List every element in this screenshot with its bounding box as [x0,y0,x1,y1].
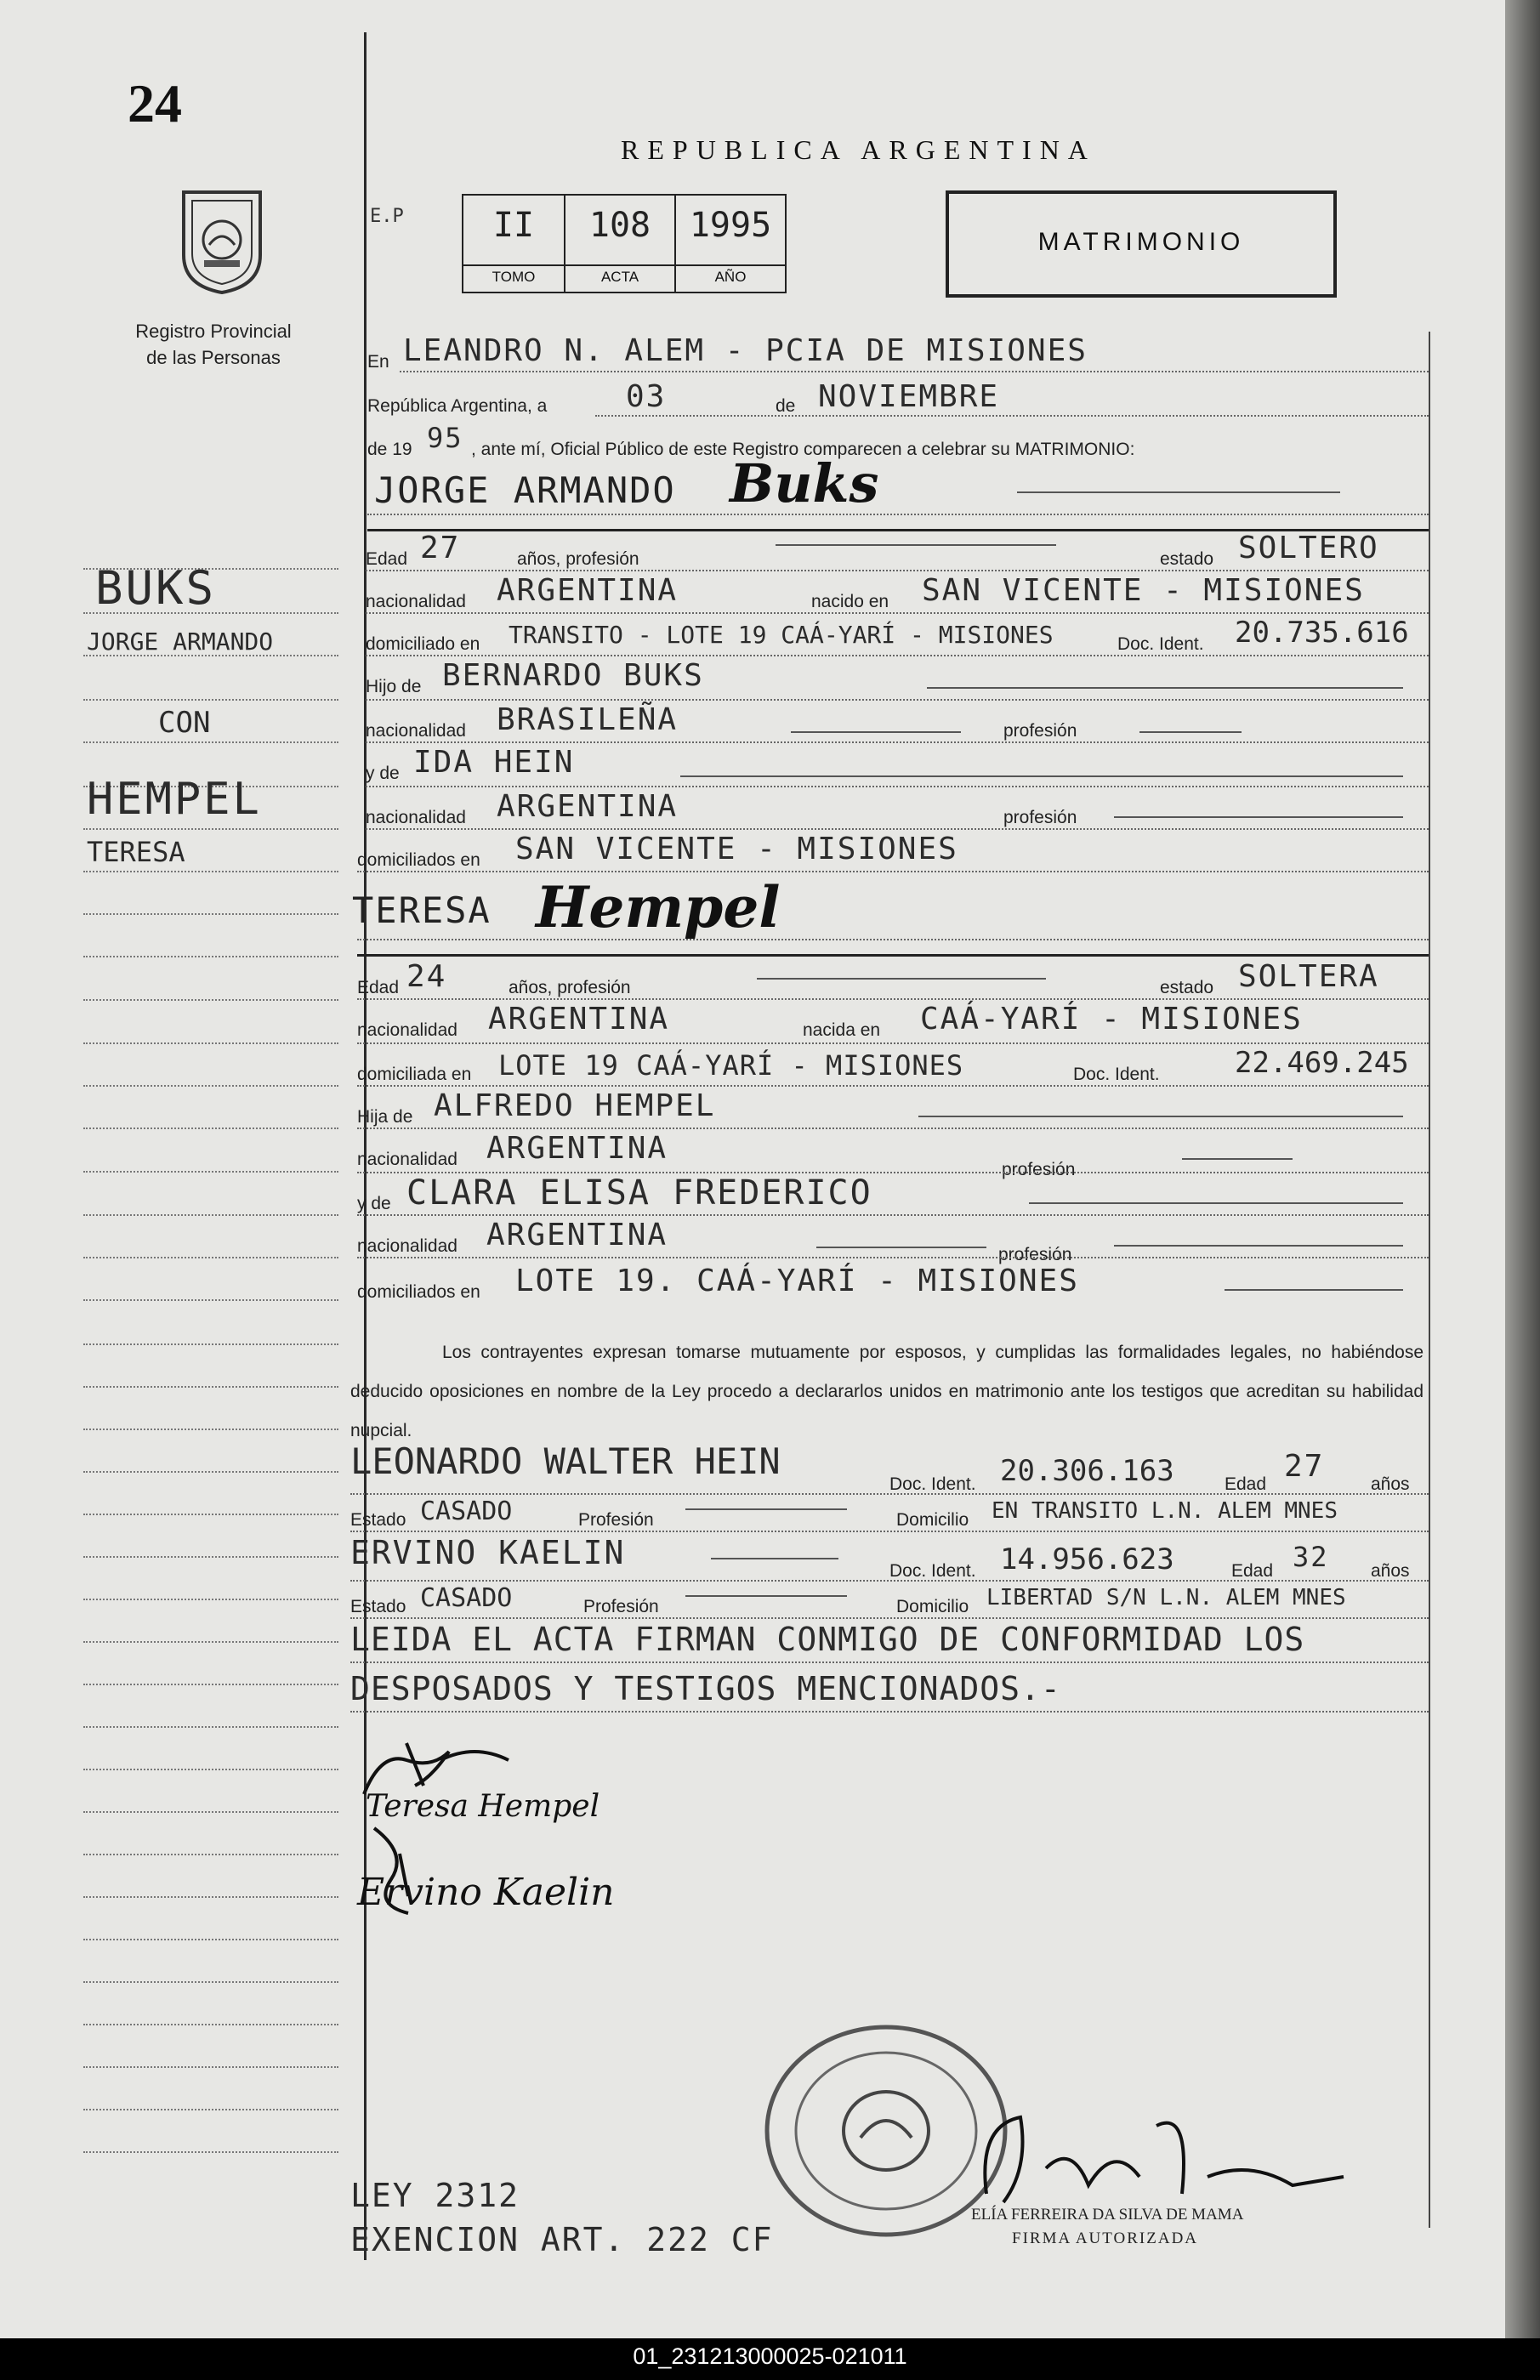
closing-line1: LEIDA EL ACTA FIRMAN CONMIGO DE CONFORMIDAD LOS [350,1621,1305,1658]
rule [1182,1158,1293,1160]
label-profesion: profesión [1003,808,1077,827]
rule [357,1214,1429,1216]
label-domiciliada-en: domiciliada en [357,1065,472,1084]
file-id: 01_231213000025-021011 [633,2343,907,2369]
margin-rule [83,956,338,957]
rule [357,1257,1429,1258]
margin-divider [364,32,367,2260]
margin-rule [83,1939,338,1940]
rule [367,514,1429,515]
witness2-age: 32 [1293,1541,1329,1573]
margin-rule [83,1343,338,1345]
margin-rule [83,871,338,872]
margin-rule [83,1556,338,1558]
rule [366,699,1429,701]
label-nacionalidad: nacionalidad [366,808,466,827]
rule [1114,816,1403,818]
margin-rule [83,1257,338,1258]
label-profesion: Profesión [583,1597,659,1616]
witness1-name: LEONARDO WALTER HEIN [350,1440,781,1482]
rule [791,731,961,733]
label-edad: Edad [357,978,400,997]
rule [366,612,1429,614]
groom-age: 27 [420,531,461,565]
witness1-age: 27 [1284,1449,1325,1484]
year-prefix: de 19 [367,440,412,459]
rule [366,786,1429,787]
witness2-address: LIBERTAD S/N L.N. ALEM MNES [986,1585,1346,1610]
label-doc-ident: Doc. Ident. [1117,634,1204,654]
bride-father: ALFREDO HEMPEL [434,1088,716,1123]
witness1-status: CASADO [420,1497,513,1526]
official-signature [969,2092,1352,2219]
label-doc-ident: Doc. Ident. [1073,1065,1160,1084]
statement: , ante mí, Oficial Público de este Registro comparecen a celebrar su MATRIMONIO: [471,440,1135,459]
year-suffix: 95 [427,422,463,454]
label-estado: estado [1160,549,1214,569]
rule [918,1116,1403,1117]
groom-father-nationality: BRASILEÑA [497,702,679,737]
groom-birthplace: SAN VICENTE - MISIONES [922,573,1365,608]
rule [357,939,1429,940]
groom-mother-nationality: ARGENTINA [497,789,679,824]
margin-rule [83,2109,338,2110]
label-nacionalidad: nacionalidad [366,721,466,741]
label-domiciliados-en: domiciliados en [357,850,480,870]
margin-rule [83,1981,338,1983]
record-type: MATRIMONIO [1037,228,1245,256]
rule [680,775,1403,777]
provincial-seal-icon [167,185,277,296]
margin-rule [83,1299,338,1301]
rule [1029,1202,1403,1204]
bride-mother: CLARA ELISA FREDERICO [406,1173,872,1213]
margin-rule [83,1641,338,1643]
law-note: LEY 2312 [350,2177,520,2214]
margin-rule [83,1429,338,1430]
tomo-label: TOMO [463,264,564,286]
exemption-note: EXENCION ART. 222 CF [350,2221,774,2258]
month: NOVIEMBRE [818,379,1000,414]
groom-doc: 20.735.616 [1235,616,1409,650]
bride-status: SOLTERA [1238,959,1379,994]
margin-note-name1-given: JORGE ARMANDO [87,628,274,656]
ano-cell [676,196,785,292]
de-label: de [776,396,796,416]
label-doc-ident: Doc. Ident. [889,1561,976,1581]
bride-father-nationality: ARGENTINA [486,1131,668,1166]
bride-nationality: ARGENTINA [488,1002,670,1037]
rule [816,1247,986,1248]
closing-line2: DESPOSADOS Y TESTIGOS MENCIONADOS.- [350,1670,1061,1707]
bride-mother-nationality: ARGENTINA [486,1218,668,1252]
label-estado: Estado [350,1510,406,1530]
label-nacionalidad: nacionalidad [366,592,466,611]
bride-address: LOTE 19 CAÁ-YARÍ - MISIONES [498,1049,964,1082]
bride-doc: 22.469.245 [1235,1046,1409,1080]
groom-surname: Buks [730,452,879,514]
right-border-line [1429,332,1430,2228]
groom-nationality: ARGENTINA [497,573,679,608]
rule [350,1661,1429,1663]
rule [350,1711,1429,1713]
bride-signature: Teresa Hempel [366,1789,600,1824]
acta-label: ACTA [565,264,674,286]
witness1-doc: 20.306.163 [1000,1454,1174,1488]
margin-note-name1: BUKS [95,561,217,615]
margin-rule [83,1471,338,1473]
margin-rule [83,699,338,701]
label-nacido-en: nacido en [811,592,889,611]
rule [711,1558,838,1559]
groom-mother: IDA HEIN [413,745,575,780]
groom-father: BERNARDO BUKS [442,658,704,693]
label-anos: años [1371,1474,1410,1494]
country-title: REPUBLICA ARGENTINA [621,134,1096,165]
rule [1139,731,1242,733]
label-nacida-en: nacida en [803,1020,881,1040]
acta-value: 108 [588,206,651,245]
margin-rule [83,1386,338,1388]
declaration-text: Los contrayentes expresan tomarse mutuamente por esposos, y cumplidas las formalidades legales, no habiéndose deducido oposiciones en nombre de la Ley procedo a declararlos unidos en matrimonio ante los testigos que acreditan su habilidad nupcial. [350,1343,1424,1440]
witness2-signature: Ervino Kaelin [357,1871,615,1914]
margin-rule [83,1042,338,1044]
label-edad: Edad [366,549,408,569]
margin-rule [83,2151,338,2153]
section-separator [357,954,1429,957]
label-nacionalidad: nacionalidad [357,1236,457,1256]
tomo-value: II [492,206,535,245]
witness2-status: CASADO [420,1583,513,1613]
bride-surname: Hempel [536,874,781,940]
margin-rule [83,1896,338,1898]
rule [757,978,1046,980]
groom-address: TRANSITO - LOTE 19 CAÁ-YARÍ - MISIONES [509,621,1054,649]
margin-rule [83,828,338,830]
label-doc-ident: Doc. Ident. [889,1474,976,1494]
margin-rule [83,1726,338,1728]
official-name: ELÍA FERREIRA DA SILVA DE MAMA [971,2206,1244,2224]
label-domiciliado-en: domiciliado en [366,634,480,654]
record-type-box [946,190,1337,298]
label-domicilio: Domicilio [896,1510,969,1530]
bride-birthplace: CAÁ-YARÍ - MISIONES [920,1002,1303,1037]
rule [350,1617,1429,1619]
label-nacionalidad: nacionalidad [357,1020,457,1040]
rule [595,415,1429,417]
rule [366,741,1429,743]
margin-rule [83,999,338,1001]
margin-rule [83,1599,338,1600]
groom-status: SOLTERO [1238,531,1379,565]
en-label: En [367,352,389,372]
witness2-doc: 14.956.623 [1000,1542,1174,1576]
margin-rule [83,1684,338,1685]
ano-label: AÑO [676,264,785,286]
label-anos-profesion: años, profesión [509,978,631,997]
rule [357,1128,1429,1129]
label-y-de: y de [366,764,400,783]
margin-rule [83,1171,338,1173]
margin-note-connector: CON [158,706,211,740]
rule [366,828,1429,830]
bride-parents-address: LOTE 19. CAÁ-YARÍ - MISIONES [515,1264,1079,1298]
registry-label: Registro Provincial de las Personas [135,321,292,368]
acta-cell [565,196,674,292]
witness1-address: EN TRANSITO L.N. ALEM MNES [992,1498,1338,1524]
bride-given-names: TERESA [352,889,492,931]
groom-parents-address: SAN VICENTE - MISIONES [515,832,958,866]
rule [366,655,1429,656]
groom-given-names: JORGE ARMANDO [374,469,676,511]
day: 03 [626,379,667,414]
label-nacionalidad: nacionalidad [357,1150,457,1169]
margin-rule [83,913,338,915]
margin-note-name2: HEMPEL [87,774,262,825]
rule [357,1085,1429,1087]
label-profesion: profesión [1003,721,1077,741]
rule [350,1531,1429,1532]
label-estado: Estado [350,1597,406,1616]
rule [685,1508,847,1510]
rule [357,871,1429,872]
label-edad: Edad [1225,1474,1267,1494]
label-profesion: Profesión [578,1510,654,1530]
page-edge [1505,0,1540,2338]
rule [357,1042,1429,1044]
label-y-de: y de [357,1194,391,1213]
ano-value: 1995 [689,206,772,245]
label-profesion: profesión [998,1245,1072,1264]
margin-rule [83,1514,338,1515]
margin-rule [83,2066,338,2068]
margin-rule [83,1128,338,1129]
witness2-name: ERVINO KAELIN [350,1534,626,1571]
margin-rule [83,2024,338,2025]
rule [350,1493,1429,1495]
label-anos: años [1371,1561,1410,1581]
margin-rule [83,1811,338,1813]
tomo-cell [463,196,564,292]
label-profesion: profesión [1002,1160,1076,1179]
label-domiciliados-en: domiciliados en [357,1282,480,1302]
label-hijo-de: Hijo de [366,677,422,696]
label-edad: Edad [1231,1561,1274,1581]
margin-rule [83,1085,338,1087]
rule [1225,1289,1403,1291]
rule [366,570,1429,571]
place: LEANDRO N. ALEM - PCIA DE MISIONES [403,333,1088,368]
label-domicilio: Domicilio [896,1597,969,1616]
rule [1114,1245,1403,1247]
record-number-box [462,194,787,293]
republica-label: República Argentina, a [367,396,548,416]
rule [1017,491,1340,493]
margin-note-name2-given: TERESA [87,836,185,868]
label-estado: estado [1160,978,1214,997]
margin-rule [83,1854,338,1855]
page-number: 24 [128,73,182,133]
bride-age: 24 [406,959,447,994]
rule [400,371,1429,372]
margin-rule [83,1769,338,1770]
rule [776,544,1056,546]
ep-note: E.P [370,206,404,227]
margin-rule [83,741,338,743]
margin-rule [83,1214,338,1216]
official-title: FIRMA AUTORIZADA [1012,2229,1199,2247]
rule [927,687,1403,689]
label-anos-profesion: años, profesión [517,549,639,569]
rule [350,1580,1429,1582]
rule [685,1595,847,1597]
label-hija-de: Hija de [357,1107,413,1127]
rule [357,998,1429,1000]
